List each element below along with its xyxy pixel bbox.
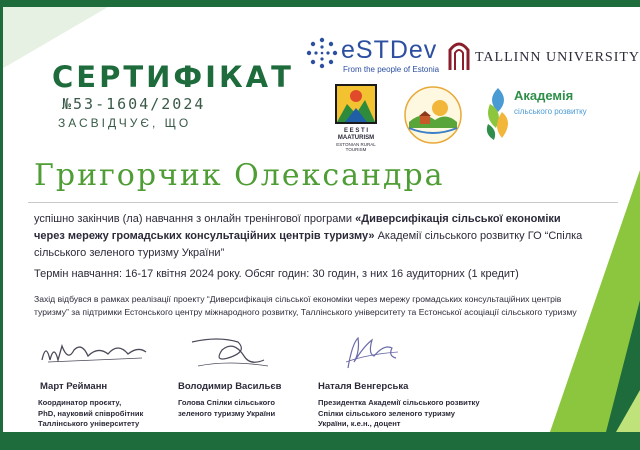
training-terms: Термін навчання: 16-17 квітня 2024 року. Обсяг годин: 30 годин, з них 16 аудиторних (1 кредит) [34,268,519,280]
signatory-name: Володимир Васильєв [178,381,282,392]
maaturism-logo [331,84,381,150]
signature-volodymyr-vasyliev [178,332,298,372]
signatory-role: Голова Спілки сільського зеленого туризму України [178,398,276,418]
signatory-name: Март Рейманн [40,381,108,392]
akademia-logo [484,86,624,146]
estdev-wordmark: eSTDev [341,36,438,64]
akademia-wordmark: Академія [514,88,574,103]
tallinn-wordmark: TALLINN UNIVERSITY [475,50,640,65]
maaturism-subtitle: ESTONIAN RURAL TOURISM [336,142,376,152]
akademia-subtitle: сільського розвитку [514,107,587,116]
maaturism-emblem-icon [331,84,381,126]
completion-statement [34,211,594,262]
certificate-title: СЕРТИФІКАТ [52,60,294,94]
signatory-role: Президентка Академії сільського розвитку Спілки сільського зеленого туризму України, к.е.н., доцент [318,398,480,428]
signatory-role: Координатор проєкту, PhD, науковий співробітник Таллінського університету [38,398,144,428]
recipient-name: Григорчик Олександра [34,158,445,193]
signature-block-1 [38,332,158,430]
signature-block-3 [318,332,480,430]
top-stripe [0,0,640,7]
completion-intro: успішно закінчив (ла) навчання з онлайн тренінгової програми [34,213,356,225]
rural-green-tourism-logo [400,82,466,148]
certifies-label: ЗАСВІДЧУЄ, ЩО [58,116,192,130]
estdev-dots-icon [305,36,339,70]
project-note: Захід відбувся в рамках реалізації проекту “Диверсифікація сільської економіки через мережу громадських консультаційних центрів туризму” за підтримки Естонського центру міжнародного розвитку, Таллінського університету та Естонської асоціації сільського туризму [34,294,577,317]
signatory-name: Наталя Венгерська [318,381,409,392]
program-title: «Диверсифікація сільської економіки через мережу громадських консультаційних центрів туризму» [34,213,561,242]
signature-block-2 [178,332,298,419]
left-stripe [0,0,3,450]
akademia-leaves-icon [484,86,512,142]
bottom-stripe [0,432,640,450]
estdev-tagline: From the people of Estonia [343,65,440,74]
corner-decoration-light [616,390,640,432]
signature-natalia-venherska [318,332,438,372]
tallinn-arch-icon [447,38,471,72]
certificate-number: №53-1604/2024 [62,95,206,113]
estdev-logo [305,36,445,76]
signature-mart-reimann [38,332,158,372]
rural-green-tourism-logo-icon [400,82,466,148]
maaturism-name: E E S T I MAATURISM [337,128,375,141]
name-divider [28,202,618,203]
completion-outro: Академії сільського розвитку ГО “Спілка сільського зеленого туризму України” [34,230,583,259]
tallinn-university-logo [447,38,640,74]
